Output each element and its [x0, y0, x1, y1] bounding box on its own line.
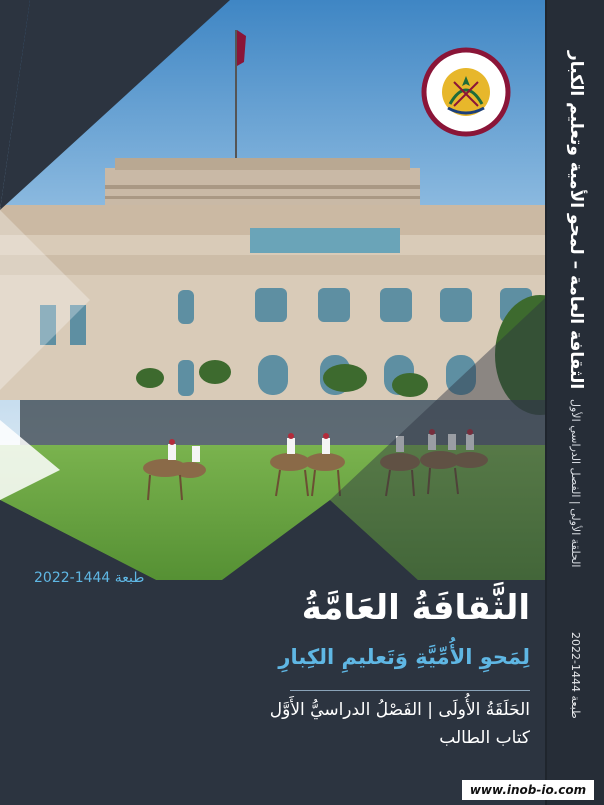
qatar-emblem-icon [420, 46, 512, 138]
book-subtitle: لِمَحوِ الأُمِّيَّةِ وَتَعليمِ الكِبارِ [278, 645, 530, 669]
book-title: الثَّقافَةُ العَامَّةُ [301, 588, 530, 628]
watermark-url[interactable]: www.inob-io.com [462, 780, 594, 800]
divider-line [290, 690, 530, 691]
spine-edition: طبعة 1444-2022 [569, 631, 582, 719]
qatar-ministry-logo [420, 46, 512, 138]
spine-title: الثقافة العامة – لمحو الأمية وتعليم الكبار [566, 50, 586, 390]
book-type-label: كتاب الطالب [439, 728, 530, 748]
level-semester-label: الحَلَقَةُ الأُولَى | الفَصْلُ الدراسيُّ الأَوَّل [269, 700, 530, 720]
spine-subtitle: الحلقة الأولى | الفصل الدراسي الأول [569, 398, 582, 568]
edition-label: طبعة 1444-2022 [34, 570, 145, 586]
